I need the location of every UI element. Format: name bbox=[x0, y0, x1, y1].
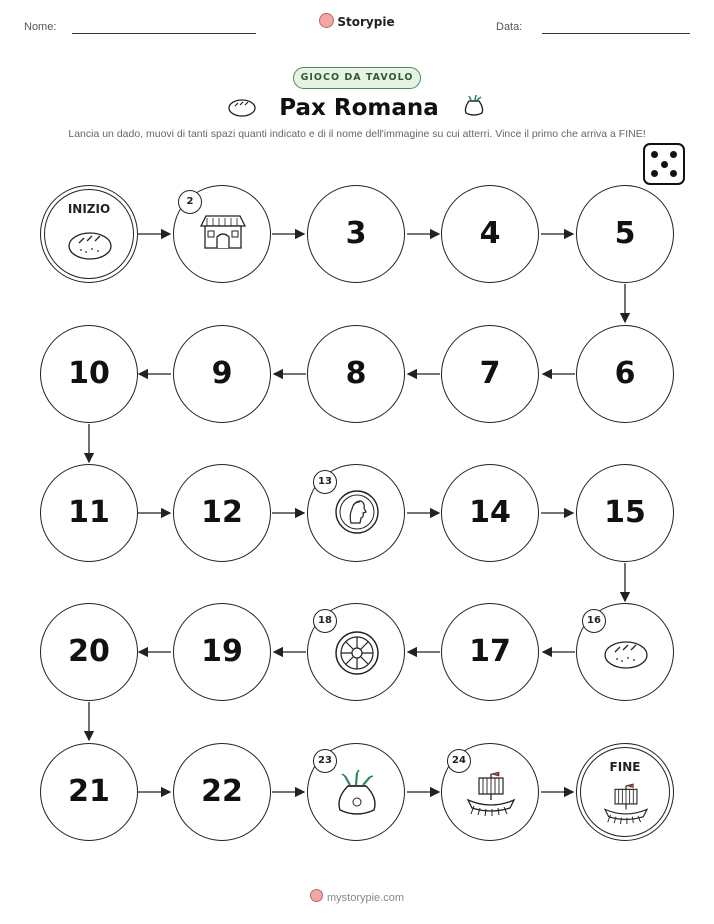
board-space-22 bbox=[173, 743, 271, 841]
sack-icon bbox=[332, 768, 382, 820]
coin-icon bbox=[334, 489, 380, 535]
space-number: 8 bbox=[345, 356, 367, 391]
space-number: 19 bbox=[201, 634, 243, 669]
footer-url[interactable]: mystorypie.com bbox=[326, 892, 405, 904]
board-space-14 bbox=[441, 464, 539, 562]
board-space-8 bbox=[307, 325, 405, 423]
space-badge: 24 bbox=[447, 749, 471, 773]
space-number: 7 bbox=[479, 356, 501, 391]
date-label: Data: bbox=[496, 21, 523, 33]
board-space-20 bbox=[40, 603, 138, 701]
board-space-19 bbox=[173, 603, 271, 701]
category-badge: GIOCO DA TAVOLO bbox=[293, 67, 421, 89]
board-space-5 bbox=[576, 185, 674, 283]
space-badge: 16 bbox=[582, 609, 606, 633]
space-number: 21 bbox=[68, 774, 110, 809]
board-space-10 bbox=[40, 325, 138, 423]
space-number: 12 bbox=[201, 495, 243, 530]
page-title-text: Pax Romana bbox=[279, 95, 439, 121]
board-space-7 bbox=[441, 325, 539, 423]
end-label: FINE bbox=[609, 760, 641, 774]
board-space-12 bbox=[173, 464, 271, 562]
board-space-15 bbox=[576, 464, 674, 562]
board-space-17 bbox=[441, 603, 539, 701]
board-space-21 bbox=[40, 743, 138, 841]
space-number: 11 bbox=[68, 495, 110, 530]
board-space-end bbox=[576, 743, 674, 841]
space-number: 15 bbox=[604, 495, 646, 530]
board-space-4 bbox=[441, 185, 539, 283]
space-badge: 18 bbox=[313, 609, 337, 633]
space-number: 5 bbox=[614, 216, 636, 251]
name-label: Nome: bbox=[24, 21, 57, 33]
space-number: 17 bbox=[469, 634, 511, 669]
footer bbox=[0, 889, 714, 904]
space-badge: 23 bbox=[313, 749, 337, 773]
space-number: 10 bbox=[68, 356, 110, 391]
storypie-logo-icon bbox=[310, 889, 323, 902]
space-number: 20 bbox=[68, 634, 110, 669]
board-space-11 bbox=[40, 464, 138, 562]
board-space-3 bbox=[307, 185, 405, 283]
board-space-9 bbox=[173, 325, 271, 423]
space-number: 9 bbox=[211, 356, 233, 391]
ship-icon bbox=[464, 770, 518, 816]
board-space-start bbox=[40, 185, 138, 283]
instructions: Lancia un dado, muovi di tanti spazi quanti indicato e di il nome dell'immagine su cui atterri. Vince il primo che arriva a FINE! bbox=[68, 128, 646, 140]
space-number: 3 bbox=[345, 216, 367, 251]
space-number: 6 bbox=[614, 356, 636, 391]
bread-icon bbox=[601, 638, 651, 672]
bread-icon bbox=[65, 228, 115, 262]
ship-icon bbox=[601, 782, 651, 824]
space-number: 22 bbox=[201, 774, 243, 809]
space-number: 14 bbox=[469, 495, 511, 530]
space-number: 4 bbox=[479, 216, 501, 251]
wheel-icon bbox=[333, 629, 381, 677]
brand-name: Storypie bbox=[337, 15, 395, 29]
house-icon bbox=[198, 212, 248, 252]
board-space-6 bbox=[576, 325, 674, 423]
start-label: INIZIO bbox=[67, 202, 111, 216]
space-badge: 13 bbox=[313, 470, 337, 494]
space-badge: 2 bbox=[178, 190, 202, 214]
